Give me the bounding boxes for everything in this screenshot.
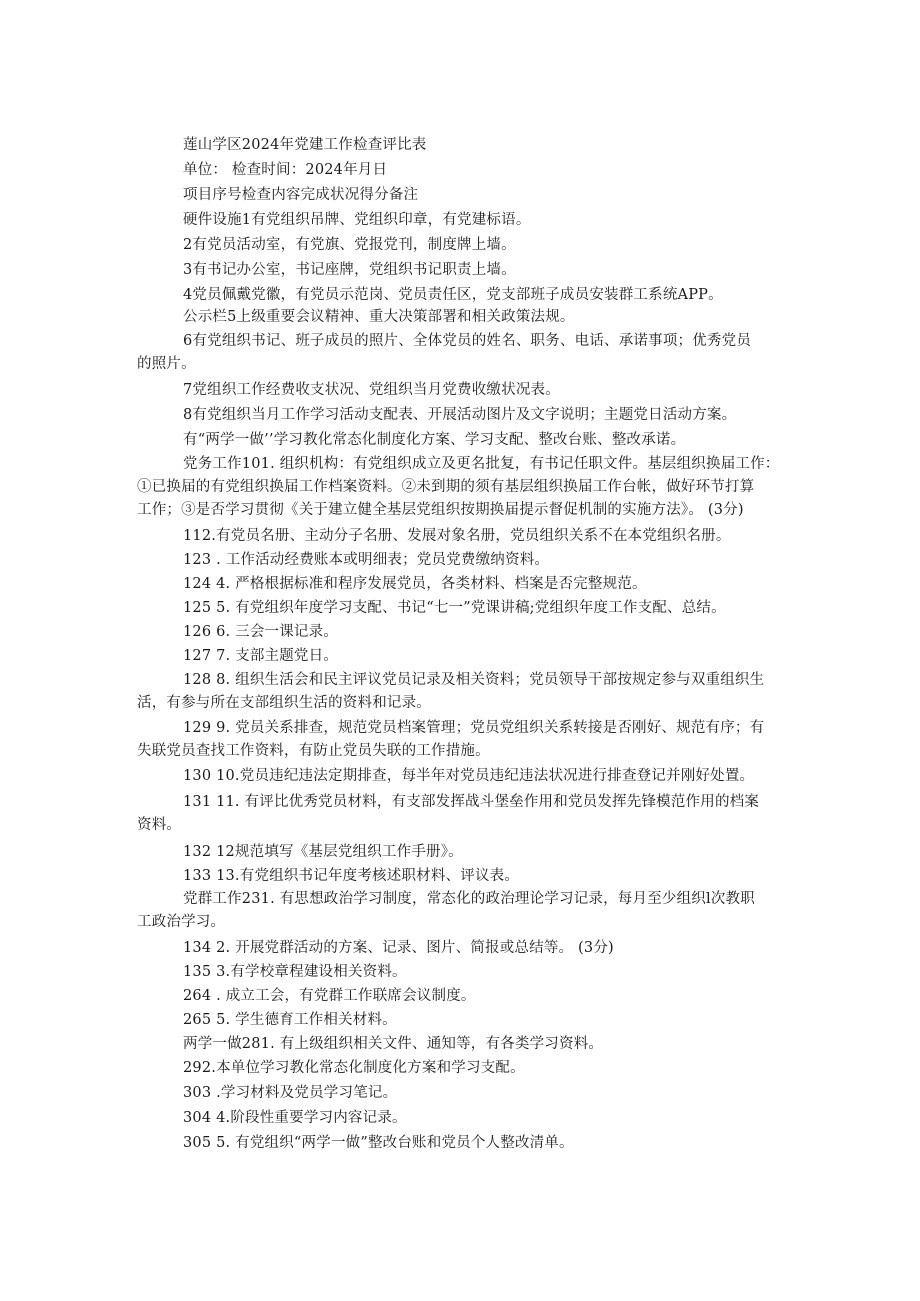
- doc-line: 失联党员查找工作资料，有防止党员失联的工作措施。: [137, 743, 490, 759]
- doc-line: 的照片。: [137, 356, 196, 372]
- doc-line: 134 2. 开展党群活动的方案、记录、图片、简报或总结等。 (3分): [183, 940, 614, 956]
- doc-line: 129 9. 党员关系排查，规范党员档案管理；党员党组织关系转接是否刚好、规范有序；有: [183, 720, 765, 736]
- doc-line: 资料。: [137, 817, 182, 833]
- doc-line: 132 12规范填写《基层党组织工作手册》。: [183, 844, 463, 860]
- doc-line: 127 7. 支部主题党日。: [183, 648, 339, 664]
- doc-line: 7党组织工作经费收支状况、党组织当月党费收缴状况表。: [183, 382, 560, 398]
- doc-line: 项目序号检查内容完成状况得分备注: [183, 187, 419, 203]
- doc-line: 126 6. 三会一课记录。: [183, 624, 339, 640]
- doc-line: 130 10.党员违纪违法定期排查，每半年对党员违纪违法状况进行排查登记并刚好处置。: [183, 768, 755, 784]
- doc-line: 6有党组织书记、班子成员的照片、全体党员的姓名、职务、电话、承诺事项；优秀党员: [183, 333, 752, 349]
- doc-line: 3有书记办公室，书记座牌，党组织书记职责上墙。: [183, 262, 516, 278]
- doc-line: ①已换届的有党组织换届工作档案资料。②未到期的须有基层组织换届工作台帐，做好环节打算: [137, 479, 755, 495]
- doc-line: 112.有党员名册、主动分子名册、发展对象名册，党员组织关系不在本党组织名册。: [183, 528, 731, 544]
- doc-line: 124 4. 严格根据标准和程序发展党员，各类材料、档案是否完整规范。: [183, 576, 647, 592]
- doc-line: 131 11. 有评比优秀党员材料，有支部发挥战斗堡垒作用和党员发挥先锋模范作用的档案: [183, 794, 760, 810]
- doc-line: 304 4.阶段性重要学习内容记录。: [183, 1110, 407, 1126]
- doc-line: 303 .学习材料及党员学习笔记。: [183, 1085, 398, 1101]
- doc-line: 单位： 检查时间：2024年月日: [183, 162, 388, 178]
- doc-line: 硬件设施1有党组织吊牌、党组织印章，有党建标语。: [183, 212, 531, 228]
- doc-line: 4党员佩戴党徽，有党员示范岗、党员责任区，党支部班子成员安装群工系统APP。: [183, 287, 723, 303]
- doc-line: 2有党员活动室，有党旗、党报党刊，制度牌上墙。: [183, 237, 516, 253]
- doc-line: 两学一做281. 有上级组织相关文件、通知等，有各类学习资料。: [183, 1036, 604, 1052]
- doc-title: 莲山学区2024年党建工作检查评比表: [183, 137, 427, 153]
- doc-line: 党群工作231. 有思想政治学习制度，常态化的政治理论学习记录，每月至少组织l次教职: [183, 891, 755, 907]
- doc-line: 工政治学习。: [137, 914, 226, 930]
- doc-line: 123 . 工作活动经费账本或明细表；党员党费缴纳资料。: [183, 552, 550, 568]
- doc-line: 8有党组织当月工作学习活动支配表、开展活动图片及文字说明；主题党日活动方案。: [183, 407, 737, 423]
- doc-line: 活，有参与所在支部组织生活的资料和记录。: [137, 695, 431, 711]
- doc-line: 135 3.有学校章程建设相关资料。: [183, 964, 407, 980]
- doc-line: 265 5. 学生德育工作相关材料。: [183, 1012, 397, 1028]
- doc-line: 党务工作101. 组织机构：有党组织成立及更名批复，有书记任职文件。基层组织换届工作：: [183, 456, 780, 472]
- doc-line: 125 5. 有党组织年度学习支配、书记“七一”党课讲稿;党组织年度工作支配、总结。: [183, 600, 726, 616]
- doc-line: 264 . 成立工会，有党群工作联席会议制度。: [183, 988, 476, 1004]
- doc-line: 128 8. 组织生活会和民主评议党员记录及相关资料；党员领导干部按规定参与双重组织生: [183, 672, 765, 688]
- doc-line: 工作；③是否学习贯彻《关于建立健全基层党组织按期换届提示督促机制的实施方法》。 (3分): [137, 502, 744, 518]
- doc-line: 305 5. 有党组织“两学一做”整改台账和党员个人整改清单。: [183, 1135, 574, 1151]
- doc-line: 有“两学一做’’学习教化常态化制度化方案、学习支配、整改台账、整改承诺。: [183, 432, 686, 448]
- doc-line: 133 13.有党组织书记年度考核述职材料、评议表。: [183, 868, 520, 884]
- doc-line: 公示栏5上级重要会议精神、重大决策部署和相关政策法规。: [183, 309, 575, 325]
- doc-line: 292.本单位学习教化常态化制度化方案和学习支配。: [183, 1060, 525, 1076]
